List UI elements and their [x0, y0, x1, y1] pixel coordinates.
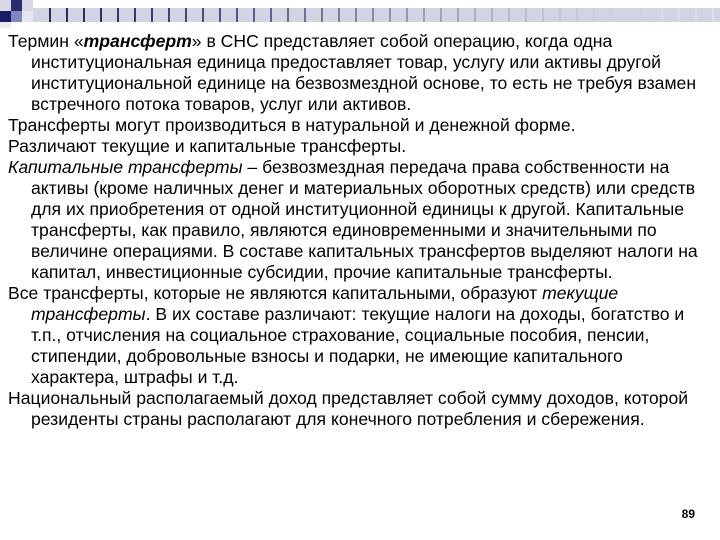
paragraph-current-transfers: [8, 283, 708, 388]
term-current-transfers: текущие трансферты: [31, 283, 619, 324]
deco-square-mid: [11, 11, 22, 22]
deco-square-light-4: [0, 22, 11, 28]
paragraph-transfer-forms: [8, 115, 708, 136]
deco-square-light-1: [0, 0, 11, 11]
deco-square-light-3: [22, 11, 33, 22]
paragraph-text: – безвозмездная передача права собственности на активы (кроме наличных денег и материальных оборотных средств) или средств для их приобретения от одной институционной единицы к другой. Капитальные трансферты, как правило, являются единовременными и значительными по величине операциями. В составе капитальных трансфертов выделяют налоги на капитал, инвестиционные субсидии, прочие капитальные трансферты.: [31, 157, 698, 282]
paragraph-text: Все трансферты, которые не являются капитальными, образуют: [8, 283, 543, 303]
term-transfer: трансферт: [83, 31, 192, 51]
paragraph-disposable-income: [8, 388, 708, 430]
deco-square-light-2: [22, 0, 33, 11]
paragraph-text: . В их составе различают: текущие налоги на доходы, богатство и т.п., отчисления на социальное страхование, социальные пособия, пенсии, стипендии, добровольные взносы и подарки, не имеющие капитального характера, штрафы и т.д.: [31, 304, 685, 387]
deco-square-dark-1: [11, 0, 22, 11]
paragraph-text: Национальный располагаемый доход представляет собой сумму доходов, которой резиденты страны располагают для конечного потребления и сбережения.: [8, 388, 689, 429]
page-number: 89: [681, 507, 695, 521]
paragraph-capital-transfers: [8, 157, 708, 283]
paragraph-text: Различают текущие и капитальные трансферты.: [8, 136, 407, 156]
paragraph-transfer-definition: [8, 31, 708, 115]
paragraph-text: Трансферты могут производиться в натуральной и денежной форме.: [8, 115, 576, 135]
term-capital-transfers: Капитальные трансферты: [8, 157, 243, 177]
deco-square-dark-2: [0, 11, 11, 22]
paragraph-text: » в СНС представляет собой операцию, когда одна институциональная единица предоставляет товар, услугу или активы другой институциональной единице на безвозмездной основе, то есть не требуя взамен встречного потока товаров, услуг или активов.: [31, 31, 697, 114]
paragraph-text: Термин «: [8, 31, 84, 51]
paragraph-transfer-types: [8, 136, 708, 157]
slide-body: [8, 31, 708, 430]
deco-stripe-band: [33, 8, 720, 22]
